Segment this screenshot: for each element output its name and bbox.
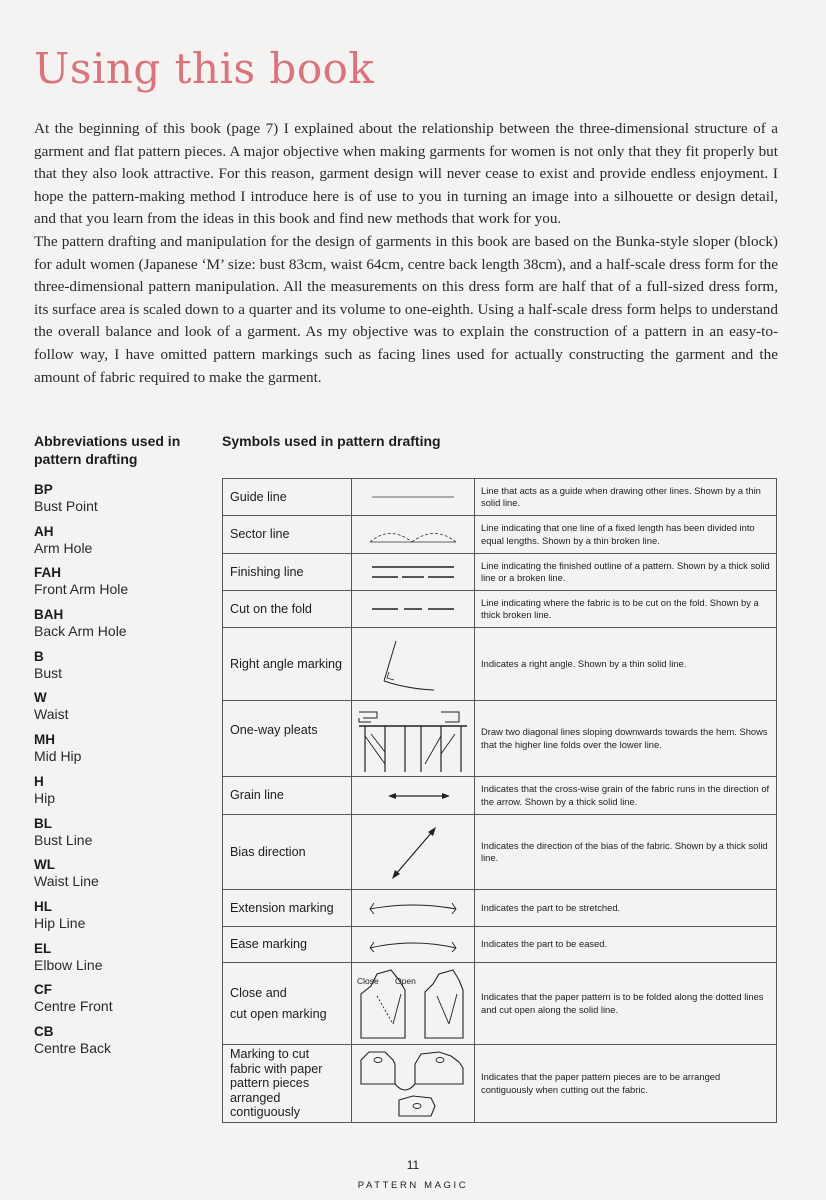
symbol-name-line: contiguously <box>230 1105 301 1120</box>
abbreviation-meaning: Waist <box>34 706 69 723</box>
abbreviations-heading: Abbreviations used in pattern drafting <box>34 433 181 467</box>
table-row <box>223 815 777 890</box>
abbreviation-meaning: Back Arm Hole <box>34 623 127 640</box>
abbreviation-code: BL <box>34 815 52 831</box>
abbreviation-meaning: Hip Line <box>34 914 86 931</box>
abbreviation-meaning: Bust Line <box>34 831 93 848</box>
abbreviation-item <box>34 524 204 566</box>
symbol-name: Finishing line <box>223 554 352 591</box>
table-row <box>223 963 777 1045</box>
pleats-symbol <box>352 701 475 777</box>
table-row <box>223 554 777 591</box>
table-row <box>223 516 777 554</box>
abbreviation-meaning: Centre Back <box>34 1039 112 1056</box>
abbreviation-code: B <box>34 648 44 664</box>
abbreviation-meaning: Arm Hole <box>34 539 93 556</box>
abbreviation-meaning: Front Arm Hole <box>34 581 129 598</box>
symbols-table <box>222 478 777 1123</box>
symbol-name: Sector line <box>223 516 352 554</box>
abbreviation-code: FAH <box>34 565 61 581</box>
table-row <box>223 701 777 777</box>
abbreviation-item <box>34 857 204 899</box>
symbols-heading: Symbols used in pattern drafting <box>222 433 441 449</box>
contiguous-pieces-symbol <box>352 1045 475 1123</box>
abbreviation-item <box>34 899 204 941</box>
right-angle-symbol <box>352 628 475 701</box>
abbreviation-code: BP <box>34 482 53 497</box>
table-row <box>223 591 777 628</box>
abbreviation-code: HL <box>34 898 52 914</box>
abbreviation-code: AH <box>34 523 54 539</box>
symbol-description: Indicates the direction of the bias of the fabric. Shown by a thick solid line. <box>475 815 777 890</box>
abbreviation-item <box>34 1024 204 1066</box>
abbreviations-section <box>34 432 204 1066</box>
symbol-name-line: pattern pieces <box>230 1076 310 1091</box>
abbreviation-code: MH <box>34 732 55 748</box>
abbreviation-item <box>34 565 204 607</box>
symbol-description: Indicates that the paper pattern is to be folded along the dotted lines and cut open along the solid line. <box>475 963 777 1045</box>
abbreviation-code: W <box>34 690 47 706</box>
bias-direction-symbol <box>352 815 475 890</box>
abbreviation-item <box>34 607 204 649</box>
table-row <box>223 777 777 815</box>
abbreviation-code: BAH <box>34 607 64 623</box>
symbol-name: Bias direction <box>223 815 352 890</box>
page-title: Using this book <box>34 44 375 93</box>
table-row <box>223 927 777 963</box>
abbreviation-code: H <box>34 773 44 789</box>
table-row <box>223 628 777 701</box>
symbol-name: Cut on the fold <box>223 591 352 628</box>
intro-paragraph: At the beginning of this book (page 7) I explained about the relationship between the three-dimensional structure of a garment and flat pattern pieces. A major objective when making garments for women is not only that they fit properly but that they also look attractive. For this reason, garment design will never cease to exist and provide endless enjoyment. I hope the pattern-making method I introduce here is of use to you in turning an image into a silhouette or design detail, and that you learn from the ideas in this book and find new methods that work for you. <box>34 120 778 228</box>
ease-marking-symbol <box>352 927 475 963</box>
grain-line-symbol <box>352 777 475 815</box>
abbreviation-item <box>34 690 204 732</box>
open-label: Open <box>395 975 416 986</box>
symbol-description: Indicates the part to be stretched. <box>475 890 777 927</box>
symbol-name: One-way pleats <box>223 701 352 777</box>
finishing-line-symbol <box>352 554 475 591</box>
abbreviation-meaning: Waist Line <box>34 873 99 890</box>
page-number: 11 <box>406 1158 420 1172</box>
abbreviation-code: CF <box>34 982 52 998</box>
running-footer: PATTERN MAGIC <box>357 1180 469 1191</box>
extension-marking-symbol <box>352 890 475 927</box>
abbreviation-item <box>34 774 204 816</box>
symbol-name: Right angle marking <box>223 628 352 701</box>
abbreviation-item <box>34 816 204 858</box>
abbreviation-item <box>34 482 204 524</box>
symbol-name-line: fabric with paper <box>230 1061 323 1076</box>
close-open-symbol <box>352 963 475 1045</box>
symbol-description: Line indicating the finished outline of a pattern. Shown by a thick solid line or a broken line. <box>475 554 777 591</box>
table-row <box>223 479 777 516</box>
intro-paragraph: The pattern drafting and manipulation for the design of garments in this book are based on the Bunka-style sloper (block) for adult women (Japanese ‘M’ size: bust 83cm, waist 64cm, centre back length 38cm), and a half-scale dress form for the three-dimensional pattern manipulation. All the measurements on this dress form are half that of a full-sized dress form, its surface area is scaled down to a quarter and its volume to one-eighth. Using a half-scale dress form helps to understand the overall balance and look of a garment. As my objective was to explain the construction of a pattern in an easy-to-follow way, I have omitted pattern markings such as facing lines used for actually constructing the garment and the amount of fabric required to make the garment. <box>34 232 778 386</box>
symbol-name <box>223 1045 352 1123</box>
abbreviation-meaning: Mid Hip <box>34 748 82 765</box>
cut-on-fold-symbol <box>352 591 475 628</box>
abbreviation-item <box>34 732 204 774</box>
symbol-name: Extension marking <box>223 890 352 927</box>
guide-line-symbol <box>352 479 475 516</box>
table-row <box>223 1045 777 1123</box>
symbol-description: Line that acts as a guide when drawing other lines. Shown by a thin solid line. <box>475 479 777 516</box>
abbreviation-meaning: Elbow Line <box>34 956 103 973</box>
abbreviation-item <box>34 649 204 691</box>
symbol-description: Indicates the part to be eased. <box>475 927 777 963</box>
symbol-description: Line indicating that one line of a fixed length has been divided into equal lengths. Shown by a thin broken line. <box>475 516 777 554</box>
abbreviation-meaning: Centre Front <box>34 998 113 1015</box>
sector-line-symbol <box>352 516 475 554</box>
symbol-description: Indicates that the cross-wise grain of the fabric runs in the direction of the arrow. Shown by a thick solid line. <box>475 777 777 815</box>
symbol-description: Draw two diagonal lines sloping downwards towards the hem. Shows that the higher line folds over the lower line. <box>475 701 777 777</box>
symbol-name-line: cut open marking <box>230 1006 327 1021</box>
abbreviation-code: EL <box>34 940 52 956</box>
abbreviation-meaning: Bust Point <box>34 498 98 514</box>
abbreviation-item <box>34 941 204 983</box>
symbol-name-line: Close and <box>230 986 287 1000</box>
abbreviation-code: CB <box>34 1023 54 1039</box>
abbreviation-code: WL <box>34 857 55 873</box>
abbreviation-list <box>34 482 204 1066</box>
symbol-description: Line indicating where the fabric is to be cut on the fold. Shown by a thick broken line. <box>475 591 777 628</box>
symbol-name-line: arranged <box>230 1090 281 1105</box>
abbreviation-meaning: Hip <box>34 789 56 806</box>
symbol-name-line: Marking to cut <box>230 1047 310 1062</box>
symbol-name: Ease marking <box>223 927 352 963</box>
symbol-name: Guide line <box>223 479 352 516</box>
close-label: Close <box>357 975 379 986</box>
symbol-description: Indicates that the paper pattern pieces are to be arranged contiguously when cutting out the fabric. <box>475 1045 777 1123</box>
abbreviation-item <box>34 982 204 1024</box>
table-row <box>223 890 777 927</box>
symbol-name <box>223 963 352 1045</box>
intro-text <box>34 118 778 389</box>
symbol-name: Grain line <box>223 777 352 815</box>
abbreviation-meaning: Bust <box>34 664 63 681</box>
symbol-description: Indicates a right angle. Shown by a thin solid line. <box>475 628 777 701</box>
